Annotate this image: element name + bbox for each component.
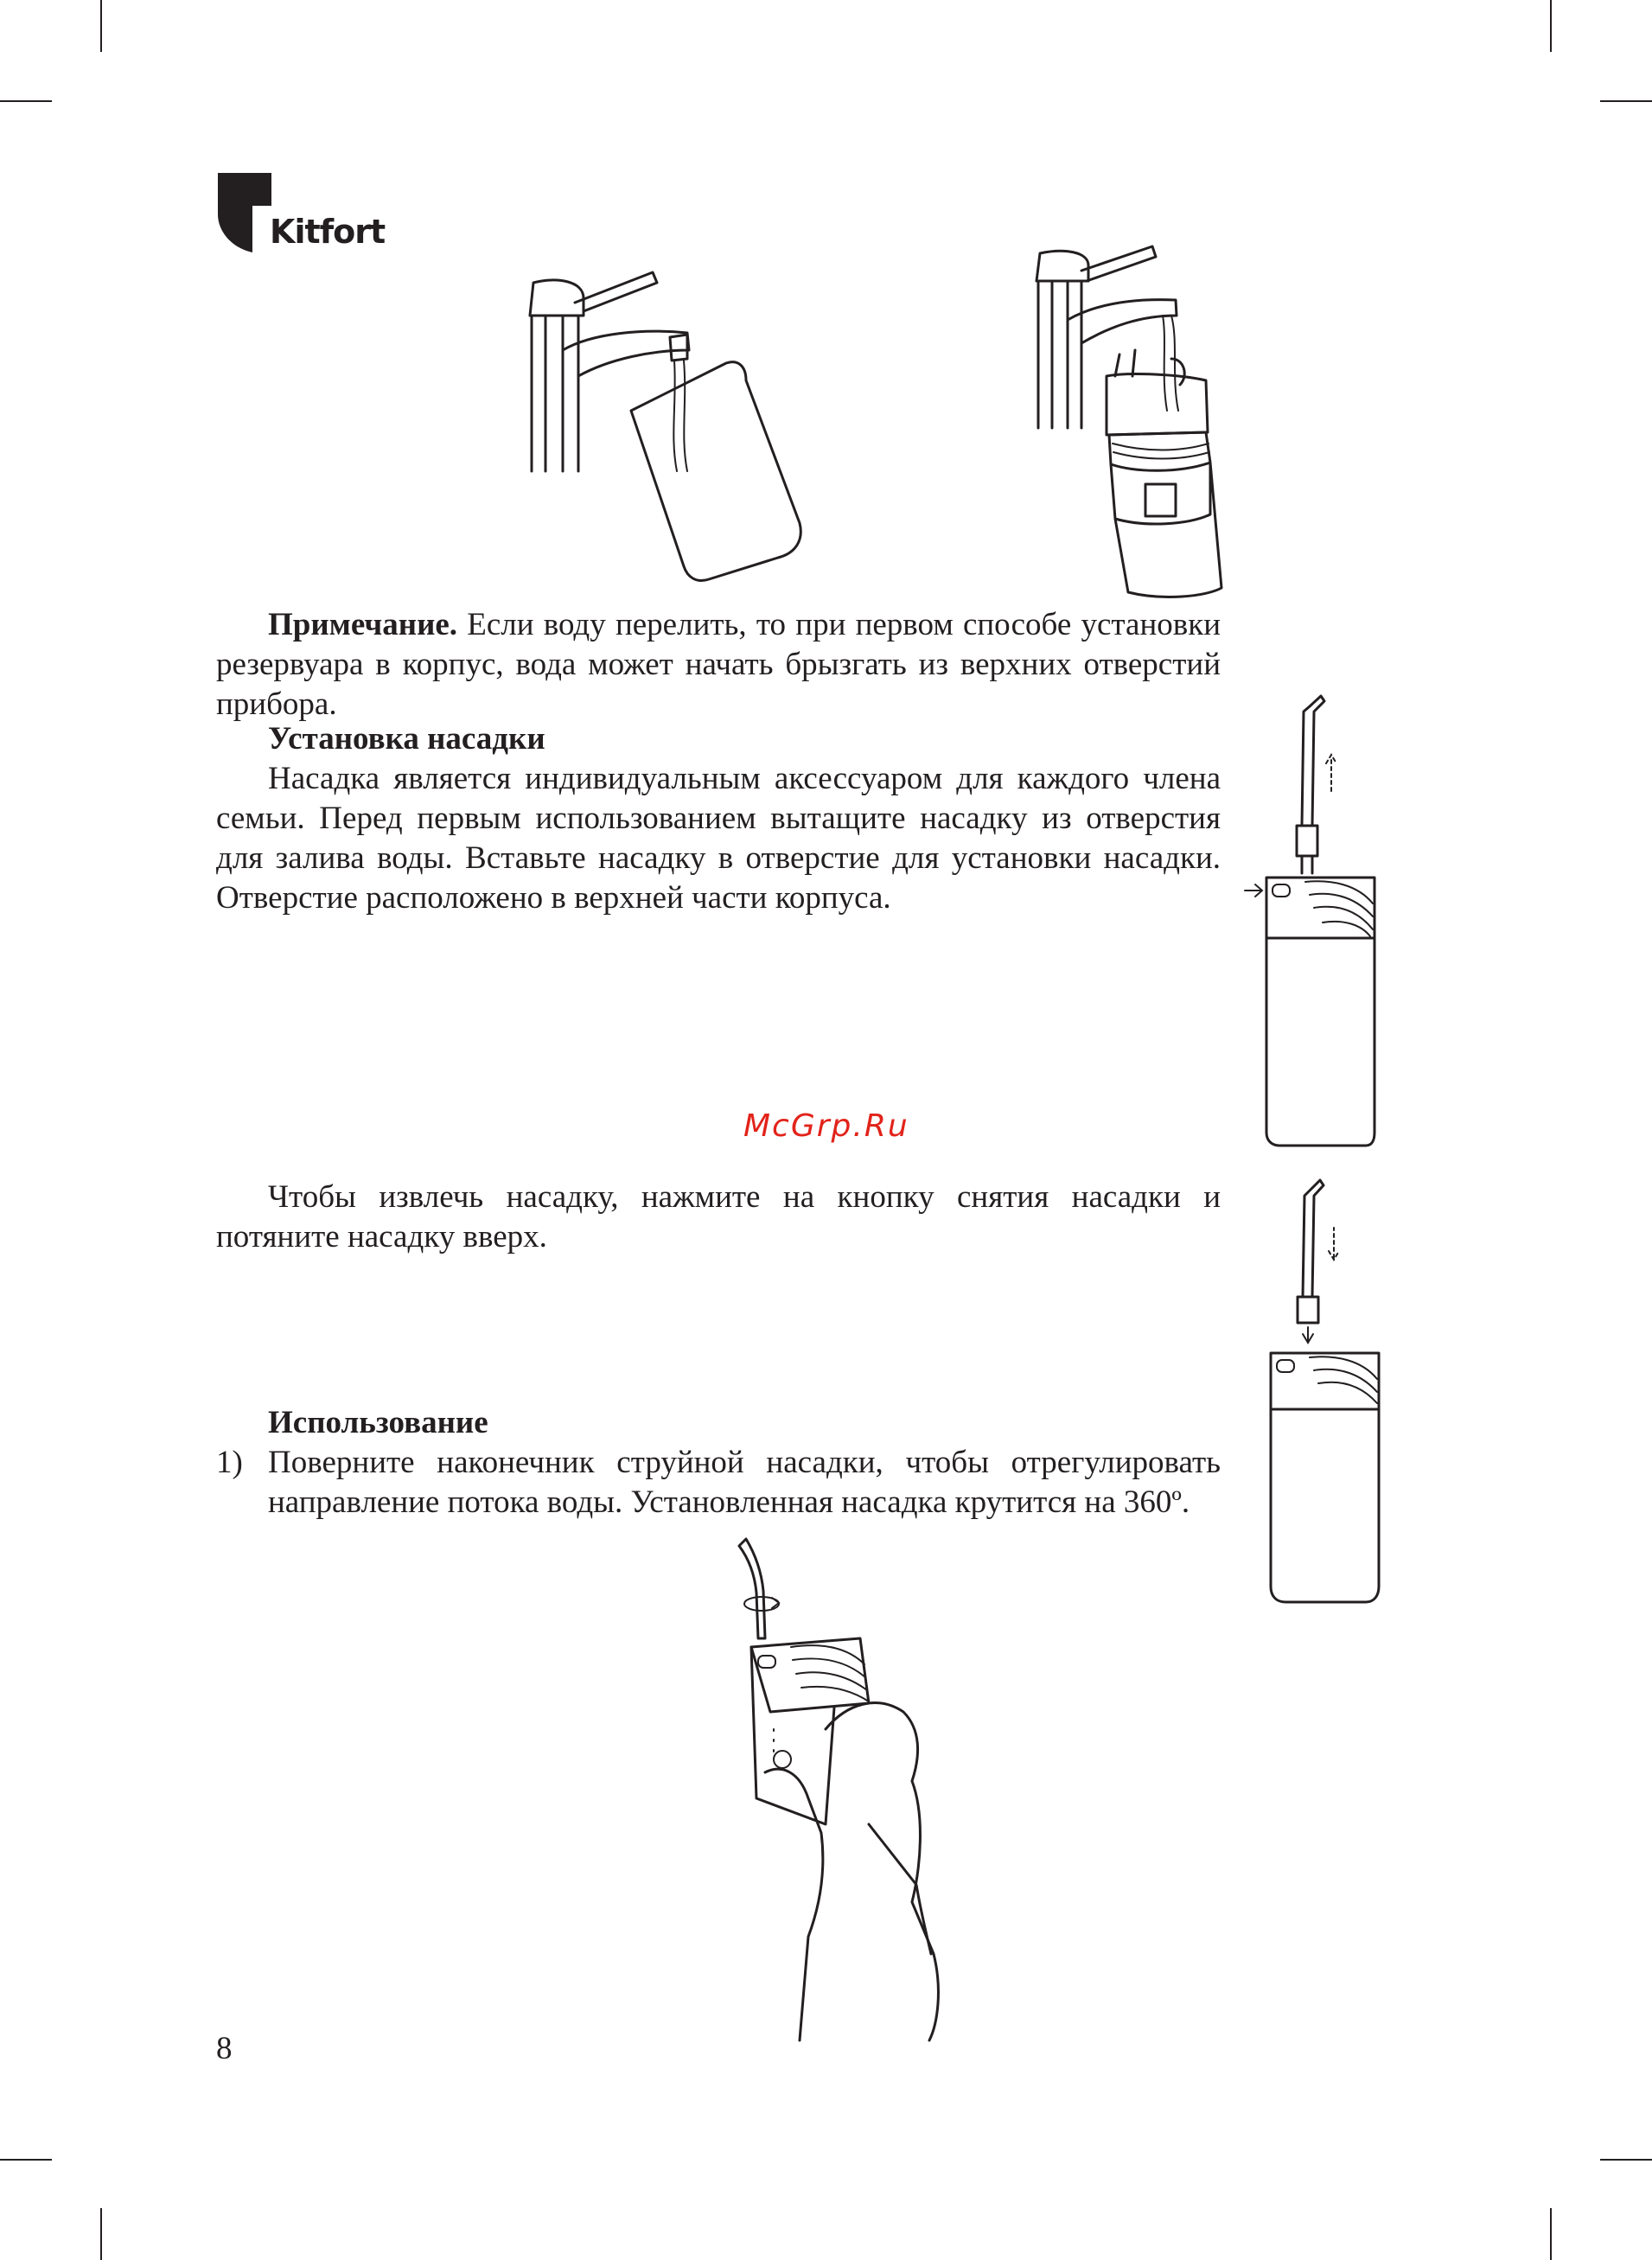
install-paragraph-text: Насадка является индивидуальным аксессуаром для каждого члена семьи. Перед первым использованием вытащите насадку из отверстия для залива воды. Вставьте насадку в отверстие для установки насадки. Отверстие расположено в верхней части корпуса. (216, 761, 1221, 916)
note-paragraph (216, 605, 1221, 725)
crop-mark (1550, 0, 1552, 52)
usage-heading: Использование (268, 1405, 488, 1440)
crop-mark (100, 2208, 102, 2260)
usage-list (216, 1443, 1221, 1523)
crop-mark (1550, 2208, 1552, 2260)
brand-logo (218, 173, 391, 255)
page-number: 8 (216, 2031, 233, 2066)
nozzle-insert-illustration (1228, 696, 1375, 1146)
hand-device-illustration (739, 1539, 964, 2040)
remove-paragraph-text: Чтобы извлечь насадку, нажмите на кнопку снятия насадки и потяните насадку вверх. (216, 1179, 1221, 1254)
crop-mark (1600, 100, 1652, 102)
list-item-number: 1) (216, 1445, 243, 1480)
install-paragraph (216, 759, 1221, 918)
crop-mark (0, 100, 52, 102)
list-item-text: Поверните наконечник струйной насадки, чтобы отрегулировать направление потока воды. Установленная насадка крутится на 360º. (268, 1445, 1221, 1520)
crop-mark (0, 2159, 52, 2161)
faucet-reservoir-illustration (523, 264, 817, 584)
faucet-device-illustration (1033, 246, 1292, 610)
list-item (216, 1443, 1221, 1523)
note-label: Примечание. (268, 607, 458, 642)
nozzle-remove-illustration (1266, 1180, 1387, 1604)
install-heading: Установка насадки (268, 721, 545, 757)
crop-mark (1600, 2159, 1652, 2161)
note-text: Если воду перелить, то при первом способе установки резервуара в корпус, вода может начать брызгать из верхних отверстий прибора. (216, 607, 1221, 722)
watermark: McGrp.Ru (743, 1108, 909, 1144)
crop-mark (100, 0, 102, 52)
logo-text: Kitfort (270, 213, 386, 251)
remove-paragraph (216, 1178, 1221, 1257)
